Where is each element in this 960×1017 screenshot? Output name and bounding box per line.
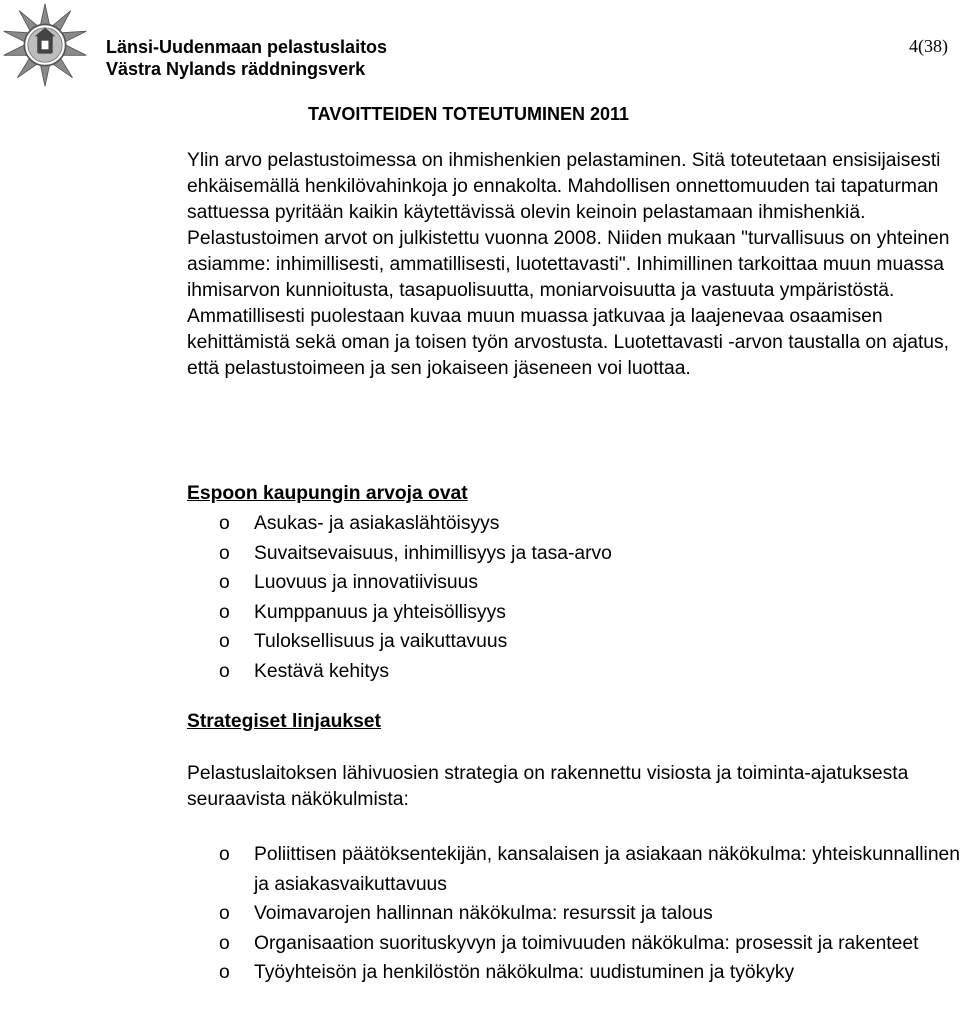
bullet-marker: o — [219, 962, 230, 983]
list-item — [187, 598, 612, 628]
list-item-text: Tuloksellisuus ja vaikuttavuus — [254, 631, 508, 652]
bullet-marker: o — [219, 932, 230, 954]
org-name-fi: Länsi-Uudenmaan pelastuslaitos — [106, 37, 388, 57]
list-item-text: Asukas- ja asiakaslähtöisyys — [254, 513, 500, 534]
list-item — [187, 509, 612, 539]
bullet-marker: o — [219, 542, 230, 564]
org-name-sv: Västra Nylands räddningsverk — [106, 59, 366, 79]
bullet-marker: o — [219, 601, 230, 623]
list-item-text: Voimavarojen hallinnan näkökulma: resurssit ja talous — [254, 903, 713, 924]
page-number: 4(38) — [909, 36, 948, 56]
strategy-heading: Strategiset linjaukset — [187, 711, 381, 732]
list-item-text: Organisaation suorituskyvyn ja toimivuuden näkökulma: prosessit ja rakenteet — [254, 932, 919, 954]
list-item-text: Kumppanuus ja yhteisöllisyys — [254, 601, 506, 623]
rescue-emblem-icon — [2, 2, 88, 88]
perspectives-list — [187, 840, 960, 988]
list-item — [187, 899, 960, 929]
list-item — [187, 568, 612, 598]
list-item-text: Suvaitsevaisuus, inhimillisyys ja tasa-arvo — [254, 542, 612, 564]
list-item-text: Kestävä kehitys — [254, 660, 390, 682]
list-item — [187, 840, 960, 899]
organization-name — [106, 36, 387, 80]
list-item — [187, 958, 960, 988]
list-item-text: Työyhteisön ja henkilöstön näkökulma: uudistuminen ja työkyky — [254, 962, 795, 983]
list-item — [187, 539, 612, 569]
intro-paragraph — [187, 148, 957, 382]
bullet-marker: o — [219, 572, 230, 593]
list-item-text: Poliittisen päätöksentekijän, kansalaisen ja asiakaan näkökulma: yhteiskunnallinen ja asiakasvaikuttavuus — [254, 844, 960, 895]
list-item-text: Luovuus ja innovatiivisuus — [254, 572, 479, 593]
list-item — [187, 657, 612, 687]
bullet-marker: o — [219, 660, 230, 682]
list-item — [187, 929, 960, 959]
bullet-marker: o — [219, 631, 230, 652]
bullet-marker: o — [219, 513, 230, 534]
bullet-marker: o — [219, 903, 230, 924]
intro-text: Ylin arvo pelastustoimessa on ihmishenkien pelastaminen. Sitä toteutetaan ensisijaisesti ehkäisemällä henkilövahinkoja jo ennakolta. Mahdollisen onnettomuuden tai tapaturman sattuessa pyritään kaikin käytettävissä olevin keinoin pelastamaan ihmishenkiä. Pelastustoimen arvot on julkistettu vuonna 2008. Niiden mukaan "turvallisuus on yhteinen asiamme: inhimillisesti, ammatillisesti, luotettavasti". Inhimillinen tarkoittaa muun muassa ihmisarvon kunnioitusta, tasapuolisuutta, moniarvoisuutta ja vastuuta ympäristöstä. Ammatillisesti puolestaan kuvaa muun muassa jatkuvaa ja laajenevaa osaamisen kehittämistä sekä oman ja toisen työn arvostusta. Luotettavasti -arvon taustalla on ajatus, että pelastustoimeen ja sen jokaiseen jäseneen voi luottaa. — [187, 150, 950, 379]
values-heading-text: Espoon kaupungin arvoja ovat — [187, 483, 468, 504]
values-list — [187, 509, 612, 686]
document-title: TAVOITTEIDEN TOTEUTUMINEN 2011 — [308, 104, 630, 124]
bullet-marker: o — [219, 844, 230, 865]
values-heading — [187, 481, 468, 507]
list-item — [187, 627, 612, 657]
strategy-paragraph: Pelastuslaitoksen lähivuosien strategia on rakennettu visiosta ja toiminta-ajatuksesta seuraavista näkökulmista: — [187, 763, 909, 810]
